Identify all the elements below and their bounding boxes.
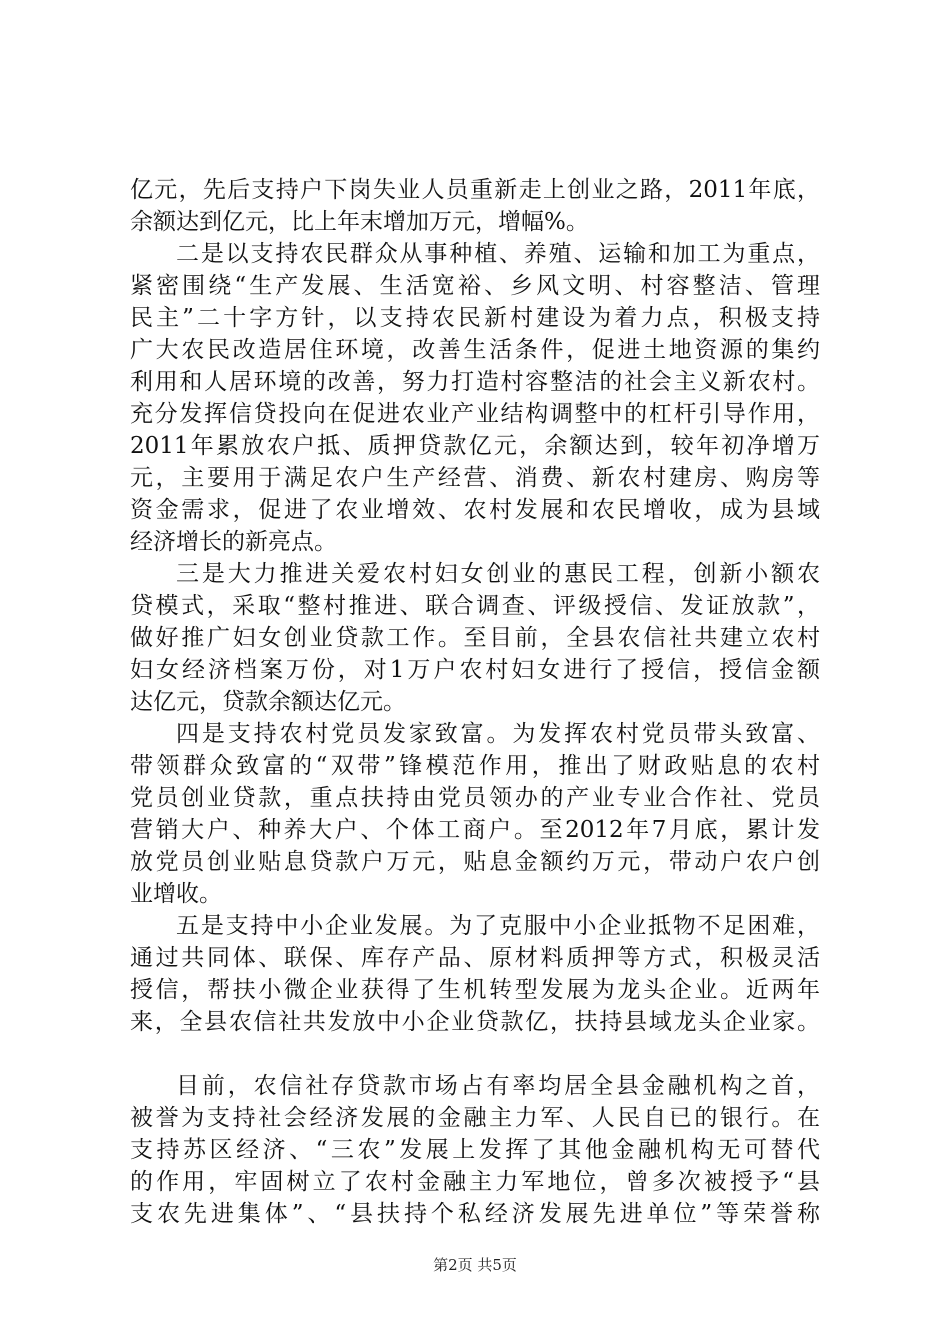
text-line: 民主”二十字方针，以支持农民新村建设为着力点，积极支持 — [130, 305, 820, 331]
text-line: 利用和人居环境的改善，努力打造村容整洁的社会主义新农村。 — [130, 369, 820, 395]
text-line: 余额达到亿元，比上年末增加万元，增幅%。 — [130, 209, 589, 235]
text-line: 充分发挥信贷投向在促进农业产业结构调整中的杠杆引导作用， — [130, 401, 820, 427]
text-line: 放党员创业贴息贷款户万元，贴息金额约万元，带动户农户创 — [130, 849, 820, 875]
text-line: 经济增长的新亮点。 — [130, 529, 337, 555]
paragraph-start-line: 目前，农信社存贷款市场占有率均居全县金融机构之首， — [176, 1073, 820, 1099]
text-line: 广大农民改造居住环境，改善生活条件，促进土地资源的集约 — [130, 337, 820, 363]
text-line: 来，全县农信社共发放中小企业贷款亿，扶持县域龙头企业家。 — [130, 1009, 820, 1035]
text-line: 做好推广妇女创业贷款工作。至目前，全县农信社共建立农村 — [130, 625, 820, 651]
text-line: 元，主要用于满足农户生产经营、消费、新农村建房、购房等 — [130, 465, 820, 491]
text-line: 党员创业贷款，重点扶持由党员领办的产业专业合作社、党员 — [130, 785, 820, 811]
text-line: 带领群众致富的“双带”锋模范作用，推出了财政贴息的农村 — [130, 753, 820, 779]
paragraph-start-line: 二是以支持农民群众从事种植、养殖、运输和加工为重点， — [176, 241, 820, 267]
text-line: 支农先进集体”、“县扶持个私经济发展先进单位”等荣誉称 — [130, 1201, 820, 1227]
text-line: 被誉为支持社会经济发展的金融主力军、人民自已的银行。在 — [130, 1105, 820, 1131]
paragraph-start-line: 五是支持中小企业发展。为了克服中小企业抵物不足困难， — [176, 913, 820, 939]
text-line: 紧密围绕“生产发展、生活宽裕、乡风文明、村容整洁、管理 — [130, 273, 820, 299]
text-line: 通过共同体、联保、库存产品、原材料质押等方式，积极灵活 — [130, 945, 820, 971]
text-line: 授信，帮扶小微企业获得了生机转型发展为龙头企业。近两年 — [130, 977, 820, 1003]
text-line: 支持苏区经济、“三农”发展上发挥了其他金融机构无可替代 — [130, 1137, 820, 1163]
text-line: 妇女经济档案万份，对1万户农村妇女进行了授信，授信金额 — [130, 657, 820, 683]
text-line: 达亿元，贷款余额达亿元。 — [130, 689, 406, 715]
paragraph-start-line: 三是大力推进关爱农村妇女创业的惠民工程，创新小额农 — [176, 561, 820, 587]
text-line: 亿元，先后支持户下岗失业人员重新走上创业之路，2011年底， — [130, 177, 820, 203]
text-line: 的作用，牢固树立了农村金融主力军地位，曾多次被授予“县 — [130, 1169, 820, 1195]
text-line: 2011年累放农户抵、质押贷款亿元，余额达到，较年初净增万 — [130, 433, 820, 459]
paragraph-start-line: 四是支持农村党员发家致富。为发挥农村党员带头致富、 — [176, 721, 820, 747]
text-line: 资金需求，促进了农业增效、农村发展和农民增收，成为县域 — [130, 497, 820, 523]
text-line: 业增收。 — [130, 881, 222, 907]
text-line: 营销大户、种养大户、个体工商户。至2012年7月底，累计发 — [130, 817, 820, 843]
page-number-footer: 第2页 共5页 — [433, 1256, 517, 1274]
text-line: 贷模式，采取“整村推进、联合调查、评级授信、发证放款”， — [130, 593, 820, 619]
